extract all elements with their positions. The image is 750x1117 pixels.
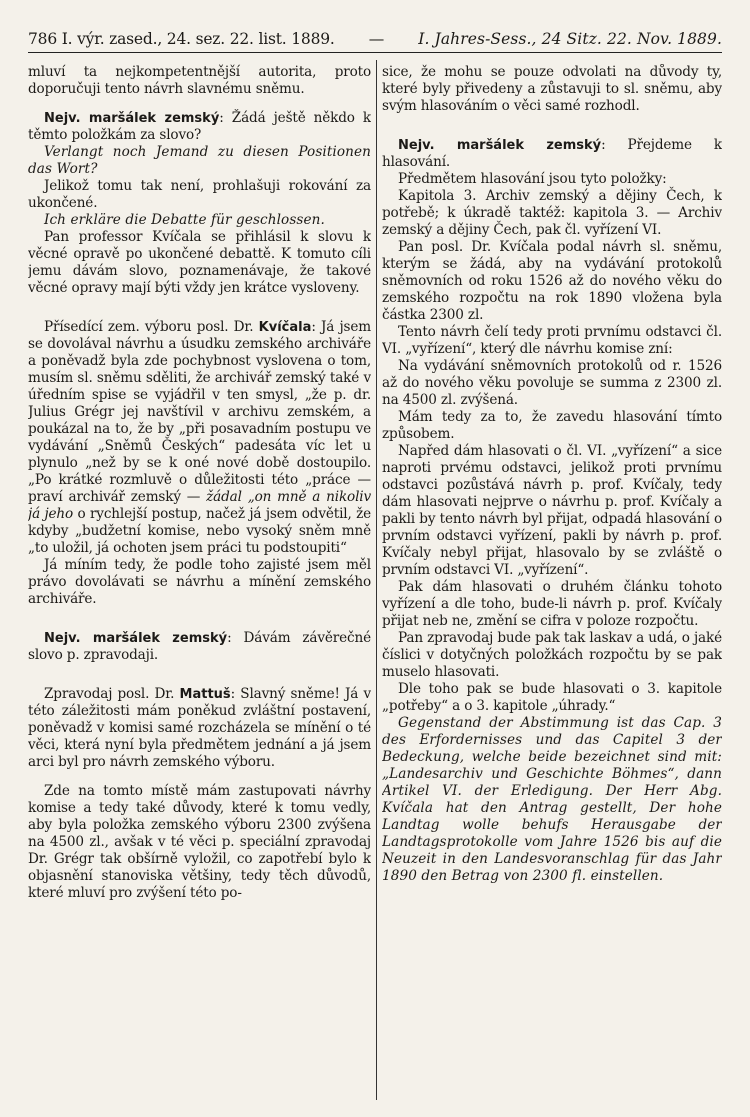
paragraph-text: Verlangt noch Jemand zu diesen Positionen das Wort? [28, 144, 371, 177]
paragraph-text: Tento návrh čelí tedy proti prvnímu odstavci čl. VI. „vyřízení“, který dle návrhu komise zní: [382, 324, 722, 357]
paragraph-text: Zpravodaj posl. Dr. [44, 686, 180, 702]
header-right: I. Jahres-Sess., 24 Sitz. 22. Nov. 1889. [418, 30, 722, 48]
paragraph-text: Jelikož tomu tak není, prohlašuji rokování za ukončené. [28, 178, 371, 211]
paragraph-text: žádal „on mně a nikoliv já jeho [28, 489, 371, 522]
header-left: 786 I. výr. zased., 24. sez. 22. list. 1889. [28, 30, 335, 48]
paragraph-text: Předmětem hlasování jsou tyto položky: [398, 171, 667, 187]
paragraph-text: sice, že mohu se pouze odvolati na důvody ty, které byly přivedeny a zůstavuji to sl. sněmu, aby svým hlasováním o věci samé rozhodl. [382, 64, 722, 114]
paragraph-text: Zde na tomto místě mám zastupovati návrhy komise a tedy také důvody, které k tomu vedly, aby byla položka zemského výboru 2300 zvýšena na 4500 zl., avšak v té věci p. speciální zpravodaj Dr. Grégr tak obšírně vyložil, co zapotřebí bylo k objasnění stanoviska většiny, tedy těch důvodů, které mluví pro zvýšení této po- [28, 783, 371, 901]
paragraph-text: : Žádá ještě někdo k těmto položkám za slovo? [28, 110, 371, 143]
paragraph-text: Pan zpravodaj bude pak tak laskav a udá, o jaké číslici v dotyčných položkách rozpočtu by se pak muselo hlasovati. [382, 630, 722, 680]
paragraph-text: Kapitola 3. Archiv zemský a dějiny Čech, k potřebě; k úkradě taktéž: kapitola 3. — Archiv zemský a dějiny Čech, pak čl. vyřízení VI. [382, 188, 722, 238]
column-divider [376, 60, 377, 1100]
header-separator: — [368, 30, 385, 48]
paragraph-l7 [28, 319, 371, 557]
paragraph-l9 [28, 630, 371, 664]
speaker-name: Nejv. maršálek zemský [44, 111, 220, 126]
paragraph-r5 [382, 239, 722, 324]
paragraph-text: : Přejdeme k hlasování. [382, 137, 722, 170]
paragraph-text: Ich erkläre die Debatte für geschlossen. [44, 212, 325, 228]
paragraph-r4 [382, 188, 722, 239]
speaker-name: Nejv. maršálek zemský [398, 138, 602, 153]
paragraph-r13 [382, 715, 722, 885]
paragraph-text: : Dávám závěrečné slovo p. zpravodaji. [28, 630, 371, 663]
paragraph-text: Gegenstand der Abstimmung ist das Cap. 3 des Erfordernisses und das Capitel 3 der Bedeckung, welche beide bezeichnet sind mit: „Landesarchiv und Geschichte Böhmes“, dann Artikel VI. der Erledigung. Der Herr Abg. Kvíčala hat den Antrag gestellt, Der hohe Landtag wolle behufs Herausgabe der Landtagsprotokolle vom Jahre 1526 bis auf die Neuzeit in den Landesvoranschlag für das Jahr 1890 den Betrag von 2300 fl. einstellen. [382, 715, 722, 884]
paragraph-text: : Slavný sněme! Já v této záležitosti mám poněkud zvláštní postavení, poněvadž v komisi samé rozcházela se mínění o té věci, která nyní byla předmětem jednání a já jsem arci byl pro návrh zemského výboru. [28, 686, 371, 770]
paragraph-l11 [28, 783, 371, 902]
paragraph-text: Mám tedy za to, že zavedu hlasování tímto způsobem. [382, 409, 722, 442]
paragraph-l6 [28, 229, 371, 297]
paragraph-text: : Já jsem se dovolával návrhu a úsudku zemského archiváře a poněvadž byla zde pochybnost vyslovena o tom, musím sl. sněmu sděliti, že archivář zemský také v úředním spise se vyjádřil v ten smysl, „že p. dr. Julius Grégr jej navštívil v archivu zemském, a poukázal na to, že by „při posavadním postupu ve vydávání „Sněmů Českých“ padesáta víc let u plynulo „než by se k oné nové době dostoupilo. „Po krátké rozmluvě o důležitosti této „práce — praví archivář zemský — [28, 319, 371, 505]
paragraph-l2 [28, 110, 371, 144]
speaker-name: Mattuš [179, 687, 231, 702]
paragraph-r2 [382, 137, 722, 171]
paragraph-text: Na vydávání sněmovních protokolů od r. 1526 až do nového věku povoluje se summa z 2300 zl. na 4500 zl. zvýšená. [382, 358, 722, 408]
speaker-name: Kvíčala [258, 320, 312, 335]
left-column [28, 64, 371, 1110]
paragraph-l5 [28, 212, 371, 229]
paragraph-r3 [382, 171, 722, 188]
paragraph-r7 [382, 358, 722, 409]
paragraph-text: Pan posl. Dr. Kvíčala podal návrh sl. sněmu, kterým se žádá, aby na vydávání protokolů sněmovních od roku 1526 až do nového věku do zemského rozpočtu na rok 1890 vložena byla částka 2300 zl. [382, 239, 722, 323]
paragraph-l1 [28, 64, 371, 98]
paragraph-r8 [382, 409, 722, 443]
paragraph-text: Dle toho pak se bude hlasovati o 3. kapitole „potřeby“ a o 3. kapitole „úhrady.“ [382, 681, 722, 714]
paragraph-r11 [382, 630, 722, 681]
paragraph-text: Přísedící zem. výboru posl. Dr. [44, 319, 259, 335]
paragraph-r9 [382, 443, 722, 579]
paragraph-r1 [382, 64, 722, 115]
page-header [28, 22, 722, 48]
paragraph-text: o rychlejší postup, načež já jsem odvětil, že kdyby „budžetní komise, nebo vysoký sněm mně „to uložil, já ochoten jsem práci tu podstoupiti“ [28, 506, 371, 556]
paragraph-text: mluví ta nejkompetentnější autorita, proto doporučuji tento návrh slavnému sněmu. [28, 64, 371, 97]
speaker-name: Nejv. maršálek zemský [44, 631, 228, 646]
paragraph-r12 [382, 681, 722, 715]
paragraph-l4 [28, 178, 371, 212]
paragraph-l3 [28, 144, 371, 178]
paragraph-r10 [382, 579, 722, 630]
header-rule [28, 52, 722, 53]
paragraph-l8 [28, 557, 371, 608]
right-column [382, 64, 722, 1110]
paragraph-text: Pan professor Kvíčala se přihlásil k slovu k věcné opravě po ukončené debattě. K tomuto cíli jemu dávám slovo, poznamenávaje, že takové věcné opravy mají býti vždy jen krátce vysloveny. [28, 229, 371, 296]
paragraph-text: Pak dám hlasovati o druhém článku tohoto vyřízení a dle toho, bude-li návrh p. prof. Kvíčaly přijat neb ne, změní se cifra v poloze rozpočtu. [382, 579, 722, 629]
paragraph-text: Já míním tedy, že podle toho zajisté jsem měl právo dovolávati se návrhu a mínění zemského archiváře. [28, 557, 371, 607]
paragraph-r6 [382, 324, 722, 358]
paragraph-l10 [28, 686, 371, 771]
paragraph-text: Napřed dám hlasovati o čl. VI. „vyřízení“ a sice naproti prvému odstavci, jelikož proti prvnímu odstavci pozůstává návrh p. prof. Kvíčaly, tedy dám hlasovati nejprve o návrhu p. prof. Kvíčaly a pakli by tento návrh byl přijat, odpadá hlasování o prvním odstavci vyřízení, pakli by návrh p. prof. Kvíčaly nebyl přijat, hlasovalo by se zvláště o prvním odstavci VI. „vyřízení“. [382, 443, 722, 578]
